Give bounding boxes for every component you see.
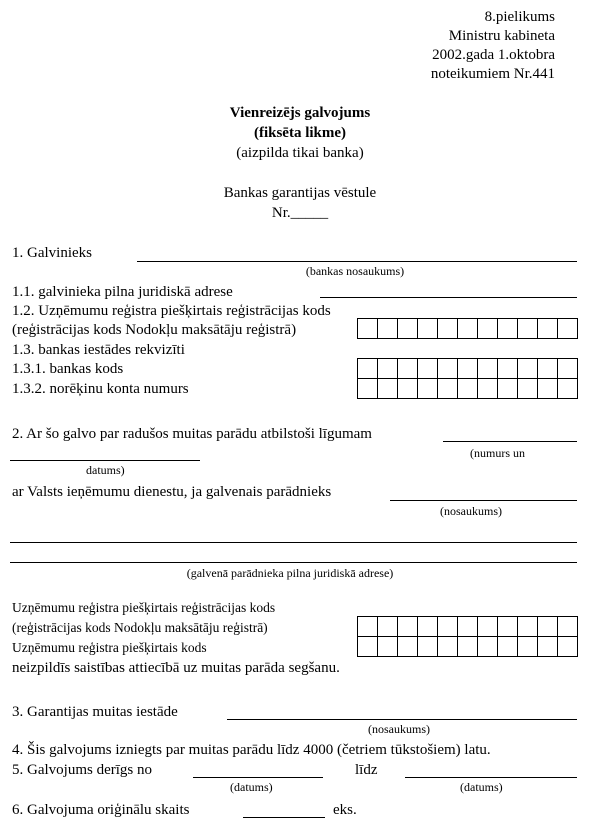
section2-text3: neizpildīs saistības attiecībā uz muitas parāda segšanu. xyxy=(12,660,340,676)
grid-cell[interactable] xyxy=(398,617,418,637)
doc-note: (aizpilda tikai banka) xyxy=(236,145,364,161)
field-hint: (bankas nosaukums) xyxy=(305,264,405,278)
field-hint: (datums) xyxy=(230,780,273,794)
field-hint: (galvenā parādnieka pilna juridiskā adrese) xyxy=(186,566,394,580)
doc-title: Vienreizējs galvojums xyxy=(229,105,371,121)
grid-cell[interactable] xyxy=(518,379,538,399)
grid-cell[interactable] xyxy=(438,379,458,399)
header-line: 8.pielikums xyxy=(484,9,555,25)
debtor-reg-label-3: Uzņēmumu reģistra piešķirtais kods xyxy=(12,640,207,655)
customs-office-label: 3. Garantijas muitas iestāde xyxy=(12,704,178,720)
grid-cell[interactable] xyxy=(378,359,398,379)
debtor-address-field-2[interactable] xyxy=(10,562,577,563)
debtor-reg-grid[interactable] xyxy=(357,616,578,657)
address-field[interactable] xyxy=(320,297,577,298)
grid-cell[interactable] xyxy=(358,319,378,339)
field-hint: (datums) xyxy=(460,780,503,794)
grid-cell[interactable] xyxy=(458,637,478,657)
address-label: 1.1. galvinieka pilna juridiskā adrese xyxy=(12,284,233,300)
grid-cell[interactable] xyxy=(518,617,538,637)
grid-cell[interactable] xyxy=(538,617,558,637)
originals-unit: eks. xyxy=(333,802,357,818)
grid-cell[interactable] xyxy=(438,637,458,657)
letter-title: Bankas garantijas vēstule xyxy=(223,185,377,201)
account-label: 1.3.2. norēķinu konta numurs xyxy=(12,381,189,397)
grid-cell[interactable] xyxy=(458,617,478,637)
grid-cell[interactable] xyxy=(558,379,578,399)
validity-label: 5. Galvojums derīgs no xyxy=(12,762,152,778)
bank-code-label: 1.3.1. bankas kods xyxy=(12,361,124,377)
grid-cell[interactable] xyxy=(498,637,518,657)
grid-cell[interactable] xyxy=(478,637,498,657)
contract-date-field[interactable] xyxy=(10,460,200,461)
grid-cell[interactable] xyxy=(458,319,478,339)
originals-count-field[interactable] xyxy=(243,817,325,818)
grid-cell[interactable] xyxy=(458,359,478,379)
grid-cell[interactable] xyxy=(498,319,518,339)
grid-cell[interactable] xyxy=(358,637,378,657)
grid-cell[interactable] xyxy=(498,379,518,399)
grid-cell[interactable] xyxy=(538,319,558,339)
grid-cell[interactable] xyxy=(518,319,538,339)
field-hint: (nosaukums) xyxy=(440,504,502,518)
valid-from-field[interactable] xyxy=(193,777,323,778)
bank-code-account-grid[interactable] xyxy=(357,358,578,399)
grid-cell[interactable] xyxy=(438,359,458,379)
grid-cell[interactable] xyxy=(558,637,578,657)
until-label: līdz xyxy=(355,762,378,778)
header-line: 2002.gada 1.oktobra xyxy=(432,47,555,63)
grid-cell[interactable] xyxy=(538,637,558,657)
grid-cell[interactable] xyxy=(418,617,438,637)
grid-cell[interactable] xyxy=(378,637,398,657)
debtor-reg-label-2: (reģistrācijas kods Nodokļu maksātāju reģistrā) xyxy=(12,620,268,635)
debtor-reg-label: Uzņēmumu reģistra piešķirtais reģistrācijas kods xyxy=(12,600,276,615)
grid-cell[interactable] xyxy=(438,319,458,339)
grid-cell[interactable] xyxy=(518,359,538,379)
grid-cell[interactable] xyxy=(478,379,498,399)
grid-cell[interactable] xyxy=(358,359,378,379)
grid-cell[interactable] xyxy=(478,359,498,379)
grid-cell[interactable] xyxy=(418,379,438,399)
grid-cell[interactable] xyxy=(458,379,478,399)
header-line: Ministru kabineta xyxy=(448,28,555,44)
debtor-name-field[interactable] xyxy=(390,500,577,501)
debtor-address-field[interactable] xyxy=(10,542,577,543)
field-hint: (numurs un xyxy=(470,446,525,460)
field-hint: (nosaukums) xyxy=(368,722,430,736)
section2-text2: ar Valsts ieņēmumu dienestu, ja galvenais parādnieks xyxy=(12,484,332,500)
doc-subtitle: (fiksēta likme) xyxy=(253,125,347,141)
grid-cell[interactable] xyxy=(498,359,518,379)
grid-cell[interactable] xyxy=(478,617,498,637)
valid-until-field[interactable] xyxy=(405,777,577,778)
contract-field[interactable] xyxy=(443,441,577,442)
grid-cell[interactable] xyxy=(498,617,518,637)
grid-cell[interactable] xyxy=(538,359,558,379)
grid-cell[interactable] xyxy=(418,359,438,379)
originals-label: 6. Galvojuma oriģinālu skaits xyxy=(12,802,190,818)
grid-cell[interactable] xyxy=(378,379,398,399)
guarantor-label: 1. Galvinieks xyxy=(12,245,92,261)
header-line: noteikumiem Nr.441 xyxy=(430,66,555,82)
reg-label-2: (reģistrācijas kods Nodokļu maksātāju reģistrā) xyxy=(12,322,297,338)
customs-office-field[interactable] xyxy=(227,719,577,720)
grid-cell[interactable] xyxy=(398,637,418,657)
reg-label: 1.2. Uzņēmumu reģistra piešķirtais reģistrācijas kods xyxy=(12,303,331,319)
grid-cell[interactable] xyxy=(398,319,418,339)
grid-cell[interactable] xyxy=(518,637,538,657)
grid-cell[interactable] xyxy=(538,379,558,399)
grid-cell[interactable] xyxy=(378,319,398,339)
field-hint: datums) xyxy=(86,463,125,477)
grid-cell[interactable] xyxy=(358,617,378,637)
grid-cell[interactable] xyxy=(418,319,438,339)
letter-number: Nr._____ xyxy=(271,205,329,221)
bank-details-label: 1.3. bankas iestādes rekvizīti xyxy=(12,342,185,358)
section2-text: 2. Ar šo galvo par radušos muitas parādu atbilstoši līgumam xyxy=(12,426,372,442)
grid-cell[interactable] xyxy=(398,359,418,379)
grid-cell[interactable] xyxy=(418,637,438,657)
reg-code-grid[interactable] xyxy=(357,318,578,339)
guarantor-field[interactable] xyxy=(137,261,577,262)
grid-cell[interactable] xyxy=(478,319,498,339)
grid-cell[interactable] xyxy=(558,359,578,379)
grid-cell[interactable] xyxy=(378,617,398,637)
grid-cell[interactable] xyxy=(438,617,458,637)
grid-cell[interactable] xyxy=(358,379,378,399)
grid-cell[interactable] xyxy=(558,319,578,339)
section4-text: 4. Šis galvojums izniegts par muitas parādu līdz 4000 (četriem tūkstošiem) latu. xyxy=(12,742,491,758)
grid-cell[interactable] xyxy=(558,617,578,637)
grid-cell[interactable] xyxy=(398,379,418,399)
